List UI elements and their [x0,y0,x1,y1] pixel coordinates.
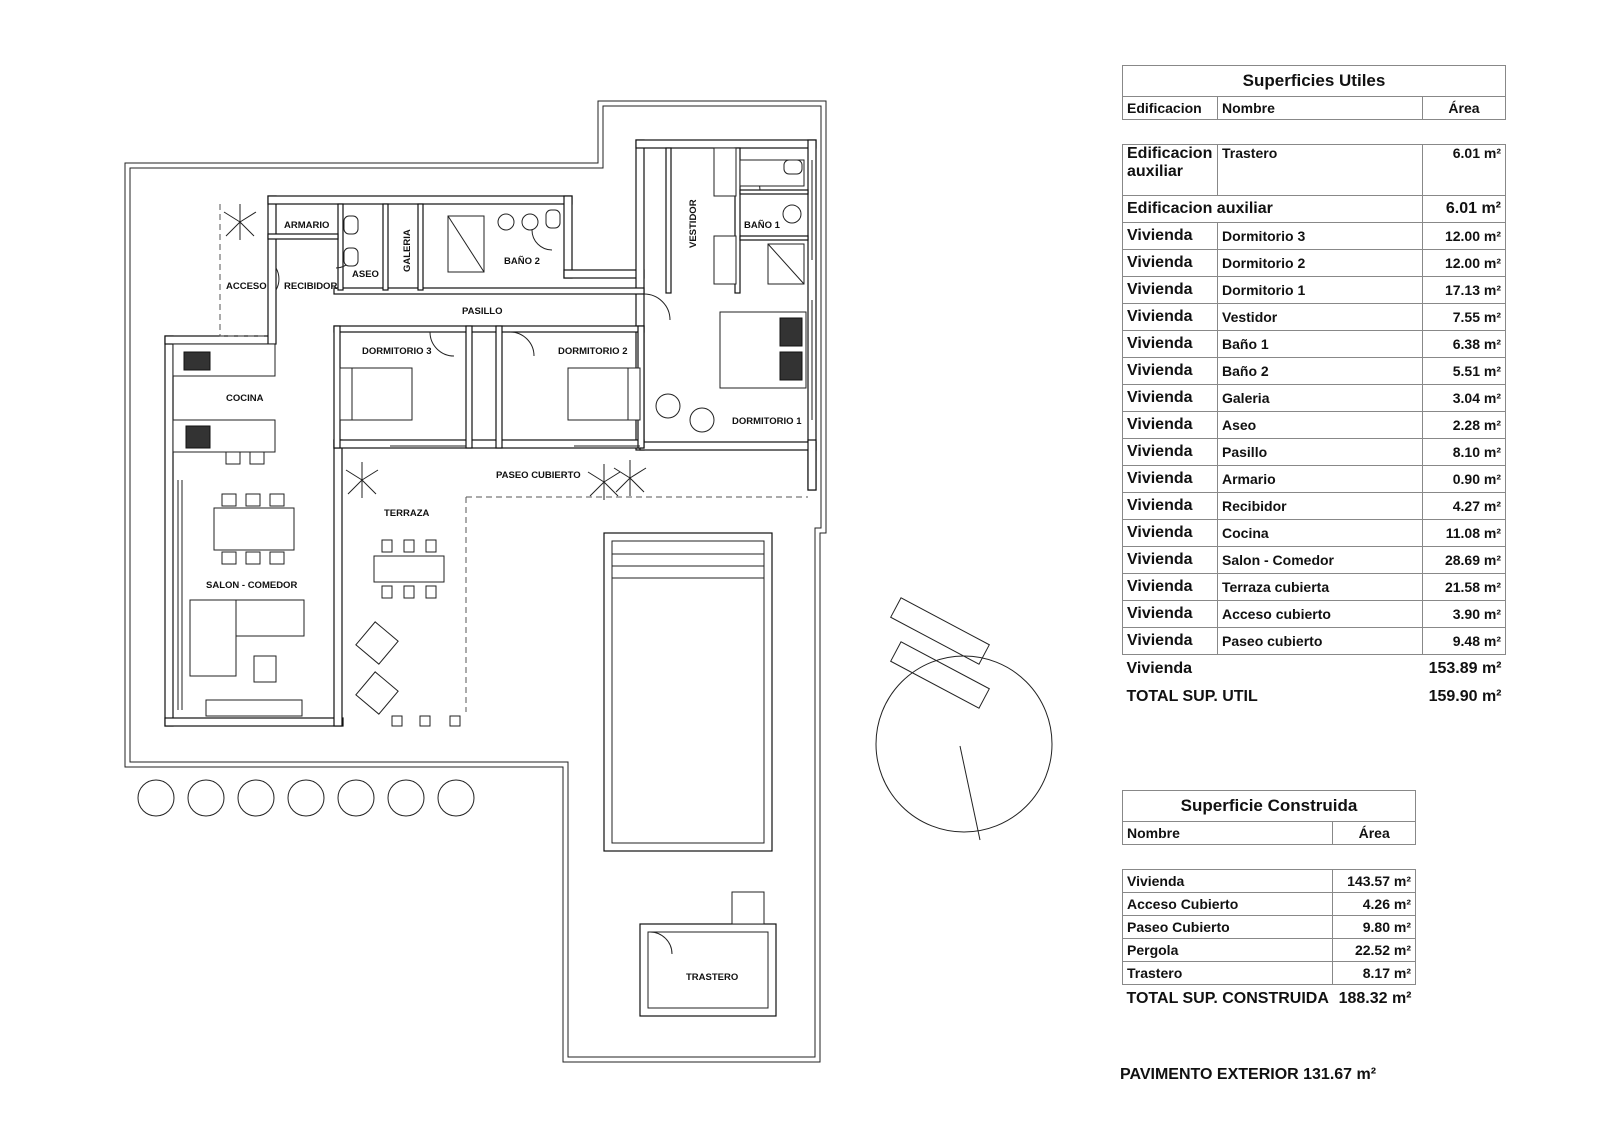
label-salon-comedor: SALON - COMEDOR [206,580,298,591]
utiles-title: Superficies Utiles [1123,66,1506,97]
construida-row-nombre: Trastero [1123,962,1333,985]
utiles-row-edificacion: Vivienda [1123,358,1218,385]
utiles-row-nombre: Armario [1218,466,1423,493]
utiles-row-nombre: Paseo cubierto [1218,628,1423,655]
construida-total-label: TOTAL SUP. CONSTRUIDA [1126,990,1329,1007]
utiles-grand-total-area: 159.90 m² [1428,688,1502,705]
utiles-row-nombre: Pasillo [1218,439,1423,466]
label-galeria: GALERIA [402,229,413,272]
utiles-row-nombre: Cocina [1218,520,1423,547]
utiles-row-area: 3.04 m² [1423,385,1506,412]
superficie-construida-table [1122,790,1416,1013]
utiles-row-edificacion: Vivienda [1123,493,1218,520]
label-acceso: ACCESO [226,281,267,292]
utiles-row [1123,547,1506,574]
utiles-row-edificacion: Vivienda [1123,439,1218,466]
utiles-row-nombre: Aseo [1218,412,1423,439]
label-terraza: TERRAZA [384,508,430,519]
utiles-aux-nombre: Trastero [1218,145,1423,196]
salon-furniture [184,352,304,716]
construida-row-nombre: Pergola [1123,939,1333,962]
construida-row-nombre: Vivienda [1123,870,1333,893]
utiles-row [1123,250,1506,277]
utiles-row-edificacion: Vivienda [1123,547,1218,574]
utiles-row-area: 11.08 m² [1423,520,1506,547]
utiles-row-area: 4.27 m² [1423,493,1506,520]
utiles-aux-total-area: 6.01 m² [1423,196,1506,223]
utiles-vivienda-total-label: Vivienda [1126,660,1193,677]
utiles-row-edificacion: Vivienda [1123,277,1218,304]
construida-row [1123,893,1416,916]
utiles-row [1123,574,1506,601]
terraza-furniture [356,540,460,726]
label-recibidor: RECIBIDOR [284,281,338,292]
construida-row-area: 8.17 m² [1333,962,1416,985]
construida-row [1123,916,1416,939]
utiles-aux-row [1123,145,1506,196]
construida-row-area: 22.52 m² [1333,939,1416,962]
utiles-row-nombre: Dormitorio 3 [1218,223,1423,250]
utiles-row-area: 9.48 m² [1423,628,1506,655]
utiles-row-area: 6.38 m² [1423,331,1506,358]
utiles-row-area: 2.28 m² [1423,412,1506,439]
trastero-building [640,892,776,1016]
utiles-aux-edificacion: Edificacion auxiliar [1123,145,1218,196]
sunbeds [876,598,1052,840]
label-bano2: BAÑO 2 [504,256,540,267]
label-paseo-cubierto: PASEO CUBIERTO [496,470,581,481]
utiles-vivienda-total-area: 153.89 m² [1428,660,1502,677]
utiles-row-nombre: Salon - Comedor [1218,547,1423,574]
construida-row [1123,939,1416,962]
utiles-row-area: 21.58 m² [1423,574,1506,601]
utiles-row [1123,331,1506,358]
utiles-row-edificacion: Vivienda [1123,601,1218,628]
utiles-row-area: 5.51 m² [1423,358,1506,385]
utiles-row [1123,277,1506,304]
label-pasillo: PASILLO [462,306,503,317]
utiles-row [1123,304,1506,331]
label-bano1: BAÑO 1 [744,220,780,231]
utiles-row [1123,601,1506,628]
construida-row-nombre: Acceso Cubierto [1123,893,1333,916]
construida-title: Superficie Construida [1123,791,1416,822]
pavimento-exterior: PAVIMENTO EXTERIOR 131.67 m² [1120,1066,1377,1083]
utiles-row-nombre: Acceso cubierto [1218,601,1423,628]
construida-header-area: Área [1333,822,1416,845]
utiles-header-nombre: Nombre [1218,97,1423,120]
construida-total-area: 188.32 m² [1338,990,1412,1007]
pool [604,533,772,851]
construida-row [1123,962,1416,985]
label-dormitorio1: DORMITORIO 1 [732,416,802,427]
utiles-row-nombre: Vestidor [1218,304,1423,331]
label-aseo: ASEO [352,269,379,280]
utiles-row-edificacion: Vivienda [1123,385,1218,412]
utiles-row [1123,358,1506,385]
utiles-row-edificacion: Vivienda [1123,304,1218,331]
label-vestidor: VESTIDOR [688,199,699,248]
label-dormitorio2: DORMITORIO 2 [558,346,628,357]
utiles-row [1123,466,1506,493]
utiles-row [1123,439,1506,466]
utiles-row [1123,223,1506,250]
utiles-row-edificacion: Vivienda [1123,331,1218,358]
utiles-aux-area: 6.01 m² [1423,145,1506,196]
label-trastero: TRASTERO [686,972,739,983]
utiles-row-edificacion: Vivienda [1123,412,1218,439]
utiles-row-area: 28.69 m² [1423,547,1506,574]
utiles-row-edificacion: Vivienda [1123,628,1218,655]
utiles-header-edificacion: Edificacion [1123,97,1218,120]
utiles-aux-total-label: Edificacion auxiliar [1123,196,1423,223]
utiles-row-nombre: Terraza cubierta [1218,574,1423,601]
utiles-row-area: 8.10 m² [1423,439,1506,466]
utiles-row [1123,385,1506,412]
construida-header-nombre: Nombre [1123,822,1333,845]
utiles-row-area: 0.90 m² [1423,466,1506,493]
utiles-row-nombre: Recibidor [1218,493,1423,520]
construida-row-area: 4.26 m² [1333,893,1416,916]
utiles-row-nombre: Dormitorio 1 [1218,277,1423,304]
utiles-aux-total [1123,196,1506,223]
utiles-row-nombre: Baño 1 [1218,331,1423,358]
utiles-row [1123,493,1506,520]
utiles-row [1123,412,1506,439]
utiles-row [1123,628,1506,655]
utiles-row-edificacion: Vivienda [1123,466,1218,493]
trees [138,780,474,816]
utiles-row-area: 12.00 m² [1423,223,1506,250]
construida-row-area: 143.57 m² [1333,870,1416,893]
utiles-row-area: 12.00 m² [1423,250,1506,277]
utiles-row-area: 3.90 m² [1423,601,1506,628]
utiles-grand-total-label: TOTAL SUP. UTIL [1126,688,1258,705]
utiles-row-nombre: Galeria [1218,385,1423,412]
utiles-row-edificacion: Vivienda [1123,574,1218,601]
utiles-header-area: Área [1423,97,1506,120]
utiles-rows [1123,223,1506,655]
utiles-row-nombre: Dormitorio 2 [1218,250,1423,277]
acceso-dashed [220,204,268,336]
utiles-row [1123,520,1506,547]
utiles-row-edificacion: Vivienda [1123,520,1218,547]
utiles-row-edificacion: Vivienda [1123,250,1218,277]
construida-row [1123,870,1416,893]
label-dormitorio3: DORMITORIO 3 [362,346,432,357]
utiles-row-nombre: Baño 2 [1218,358,1423,385]
construida-rows [1123,870,1416,985]
label-armario: ARMARIO [284,220,330,231]
utiles-row-area: 17.13 m² [1423,277,1506,304]
label-cocina: COCINA [226,393,264,404]
utiles-row-edificacion: Vivienda [1123,223,1218,250]
construida-row-nombre: Paseo Cubierto [1123,916,1333,939]
utiles-row-area: 7.55 m² [1423,304,1506,331]
superficies-utiles-table [1122,65,1506,711]
construida-row-area: 9.80 m² [1333,916,1416,939]
